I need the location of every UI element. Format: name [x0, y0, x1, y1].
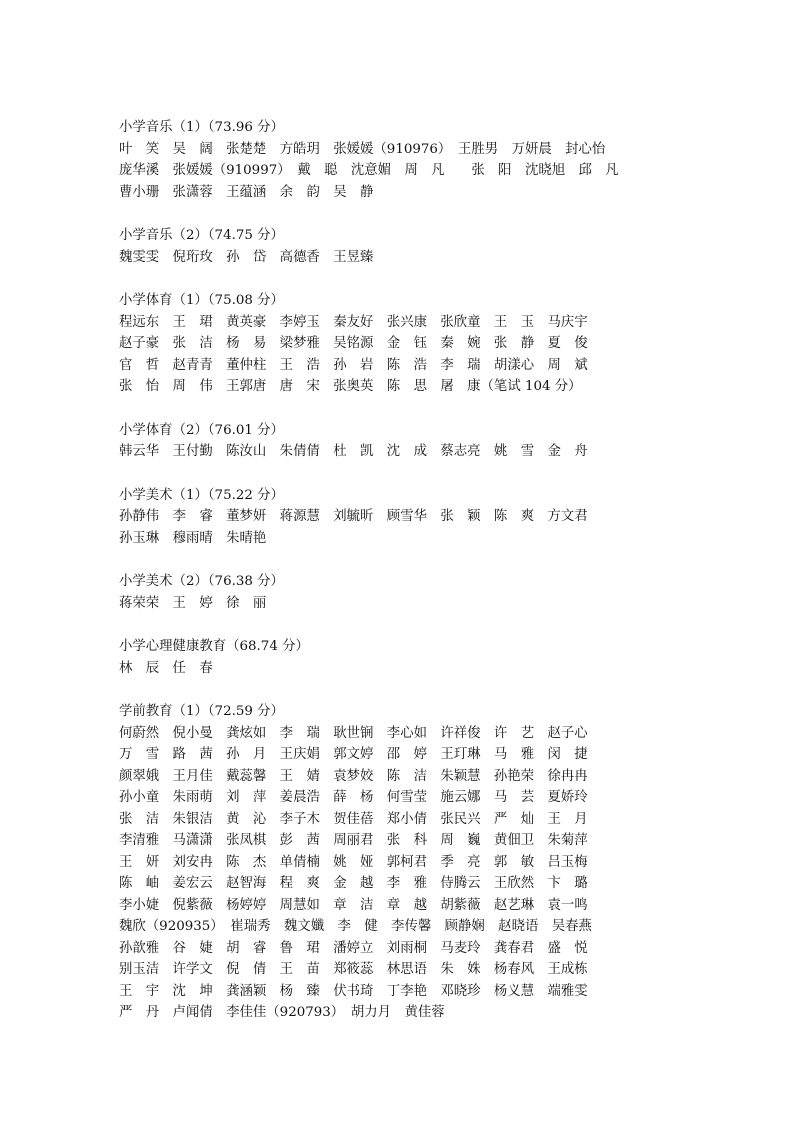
name-list-line: 孙歆雅 谷 婕 胡 睿 鲁 珺 潘婷立 刘雨桐 马麦玲 龚春君 盛 悦	[119, 940, 588, 956]
section-heading: 学前教育（1）（72.59 分）	[119, 704, 284, 719]
name-list-line: 魏雯雯 倪珩玫 孙 岱 高德香 王昱臻	[119, 249, 374, 265]
name-list-line: 李清雅 马潇潇 张凤棋 彭 茜 周丽君 张 科 周 巍 黄佃卫 朱菊萍	[119, 833, 588, 848]
result-section	[119, 117, 679, 203]
document-body	[119, 117, 679, 1046]
name-list-line: 程远东 王 珺 黄英豪 李婷玉 秦友好 张兴康 张欣童 王 玉 马庆宇	[119, 314, 588, 330]
section-heading: 小学美术（1）（75.22 分）	[119, 487, 284, 503]
name-list-line: 张 洁 朱银洁 黄 沁 李子木 贺佳蓓 郑小倩 张民兴 严 灿 王 月	[119, 811, 588, 827]
name-list-line: 官 哲 赵青青 董仲柱 王 浩 孙 岩 陈 浩 李 瑞 胡漾心 周 斌	[119, 357, 588, 373]
name-list-line: 韩云华 王付勤 陈汝山 朱倩倩 杜 凯 沈 成 蔡志亮 姚 雪 金 舟	[119, 444, 588, 459]
name-list-line: 孙玉琳 穆雨晴 朱晴艳	[119, 530, 267, 546]
section-heading: 小学音乐（2）（74.75 分）	[119, 228, 284, 243]
name-list-line: 王 妍 刘安冉 陈 杰 单倩楠 姚 娅 郭柯君 季 亮 郭 敏 吕玉梅	[119, 854, 588, 870]
result-section	[119, 420, 679, 463]
name-list-line: 蒋荣荣 王 婷 徐 丽	[119, 595, 267, 611]
name-list-line: 叶 笑 吴 阔 张楚楚 方皓玥 张媛媛（910976） 王胜男 万妍晨 封心怡	[119, 141, 606, 157]
section-heading: 小学美术（2）（76.38 分）	[119, 574, 284, 589]
result-section	[119, 290, 679, 398]
name-list-line: 严 丹 卢闻倩 李佳佳（920793） 胡力月 黄佳蓉	[119, 1005, 445, 1020]
name-list-line: 张 怡 周 伟 王郭唐 唐 宋 张奥英 陈 思 屠 康（笔试 104 分）	[119, 379, 582, 394]
name-list-line: 庞华溪 张媛媛（910997） 戴 聪 沈意媚 周 凡 张 阳 沈晓旭 邱 凡	[119, 163, 619, 178]
result-section	[119, 571, 679, 614]
name-list-line: 孙静伟 李 睿 董梦妍 蒋源慧 刘毓昕 顾雪华 张 颖 陈 爽 方文君	[119, 509, 588, 524]
result-section	[119, 225, 679, 268]
name-list-line: 李小婕 倪紫薇 杨婷婷 周慧如 章 洁 章 越 胡紫薇 赵艺琳 袁一鸣	[119, 897, 588, 913]
name-list-line: 何蔚然 倪小曼 龚炫如 李 瑞 耿世锎 李心如 许祥俊 许 艺 赵子心	[119, 725, 588, 741]
result-section	[119, 636, 679, 679]
name-list-line: 林 辰 任 春	[119, 660, 213, 676]
name-list-line: 曹小珊 张潇蓉 王蕴涵 余 韵 吴 静	[119, 184, 374, 200]
name-list-line: 颜翠娥 王月佳 戴蕊馨 王 婧 袁梦姣 陈 洁 朱颖慧 孙艳荣 徐冉冉	[119, 768, 588, 784]
section-heading: 小学音乐（1）（73.96 分）	[119, 120, 284, 135]
result-section	[119, 701, 679, 1024]
name-list-line: 陈 岫 姜宏云 赵智海 程 爽 金 越 李 雅 侍腾云 王欣然 卞 璐	[119, 876, 588, 891]
name-list-line: 王 宇 沈 坤 龚涵颖 杨 臻 伏书琦 丁李艳 邓晓珍 杨义慧 端雅雯	[119, 983, 588, 999]
name-list-line: 魏欣（920935） 崔瑞秀 魏文孅 李 健 李传馨 顾静娴 赵晓语 吴春燕	[119, 919, 592, 934]
name-list-line: 别玉洁 许学文 倪 倩 王 苗 郑筱蕊 林思语 朱 姝 杨春风 王成栋	[119, 962, 588, 977]
section-heading: 小学体育（1）（75.08 分）	[119, 293, 284, 308]
name-list-line: 孙小童 朱雨萌 刘 萍 姜晨浩 薛 杨 何雪莹 施云娜 马 芸 夏娇玲	[119, 790, 588, 805]
name-list-line: 万 雪 路 茜 孙 月 王庆娟 郭文婷 邵 婷 王玎琳 马 雅 闵 捷	[119, 747, 588, 762]
name-list-line: 赵子豪 张 洁 杨 易 梁梦雅 吴铭源 金 钰 秦 婉 张 静 夏 俊	[119, 336, 588, 351]
section-heading: 小学心理健康教育（68.74 分）	[119, 639, 309, 654]
result-section	[119, 485, 679, 550]
section-heading: 小学体育（2）（76.01 分）	[119, 422, 284, 438]
